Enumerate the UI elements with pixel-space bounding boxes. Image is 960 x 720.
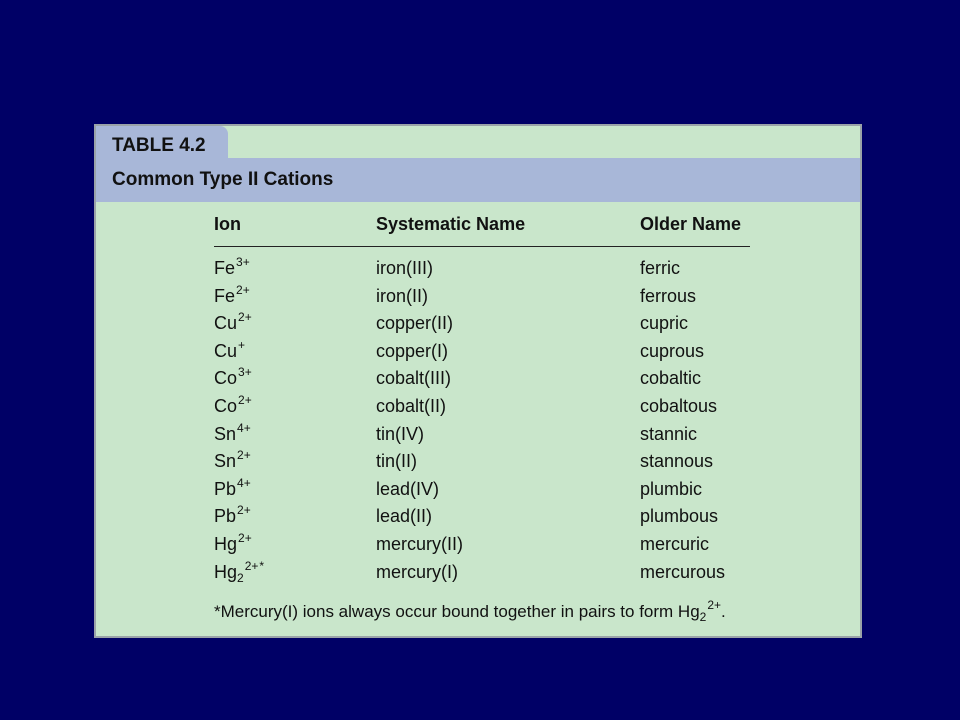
footnote-charge: 2+ bbox=[707, 598, 722, 612]
ion-symbol: Fe bbox=[214, 258, 236, 278]
ion-cell bbox=[214, 282, 250, 307]
table-row bbox=[96, 420, 860, 451]
ion-cell bbox=[214, 475, 251, 500]
table-title: Common Type II Cations bbox=[112, 169, 334, 190]
ion-cell bbox=[214, 365, 252, 389]
ion-cell bbox=[214, 503, 251, 527]
table-card bbox=[94, 124, 862, 638]
systematic-name-cell: tin(II) bbox=[376, 451, 418, 472]
older-name-cell: plumbous bbox=[640, 506, 719, 527]
table-row bbox=[96, 282, 860, 313]
ion-symbol: Hg bbox=[214, 561, 238, 582]
column-header-ion: Ion bbox=[214, 214, 241, 234]
table-row bbox=[96, 393, 860, 423]
table-row bbox=[96, 365, 860, 395]
ion-symbol: Co bbox=[214, 368, 238, 389]
older-name-cell: cuprous bbox=[640, 340, 705, 361]
systematic-name-cell: mercury(I) bbox=[376, 561, 458, 582]
ion-cell bbox=[214, 310, 252, 334]
older-name-cell: ferrous bbox=[640, 285, 697, 306]
header-divider bbox=[214, 246, 750, 247]
ion-charge: 2+ bbox=[237, 503, 251, 518]
table-row bbox=[96, 475, 860, 506]
column-header-systematic-name: Systematic Name bbox=[376, 214, 526, 234]
ion-charge: 2+ bbox=[236, 282, 250, 297]
older-name-cell: mercuric bbox=[640, 534, 710, 554]
footnote-subscript: 2 bbox=[699, 610, 707, 624]
systematic-name-cell: lead(II) bbox=[376, 506, 433, 527]
footnote-marker: * bbox=[259, 558, 265, 573]
older-name-cell: ferric bbox=[640, 258, 680, 278]
ion-subscript: 2 bbox=[237, 570, 244, 585]
ion-cell bbox=[214, 448, 251, 472]
older-name-cell: stannous bbox=[640, 451, 714, 472]
table-row bbox=[96, 337, 860, 368]
older-name-cell: mercurous bbox=[640, 561, 726, 582]
older-name-cell: cobaltous bbox=[640, 396, 718, 416]
systematic-name-cell: tin(IV) bbox=[376, 423, 425, 444]
ion-cell bbox=[214, 393, 252, 417]
systematic-name-cell: copper(I) bbox=[376, 340, 449, 361]
ion-charge: 2+ bbox=[238, 310, 252, 325]
footnote-end: . bbox=[721, 602, 726, 621]
table-row bbox=[96, 531, 860, 561]
ion-charge: 2+ bbox=[237, 448, 251, 463]
older-name-cell: cobaltic bbox=[640, 368, 702, 389]
ion-cell bbox=[214, 558, 265, 585]
table-row bbox=[96, 310, 860, 340]
table-label: TABLE 4.2 bbox=[112, 135, 206, 156]
ion-symbol: Pb bbox=[214, 478, 237, 499]
ion-charge: 4+ bbox=[237, 420, 251, 435]
table-row bbox=[96, 255, 860, 285]
table-row bbox=[96, 448, 860, 478]
systematic-name-cell: lead(IV) bbox=[376, 478, 440, 499]
ion-cell bbox=[214, 255, 250, 279]
table-title-bar bbox=[96, 158, 860, 202]
older-name-cell: stannic bbox=[640, 423, 698, 444]
ion-charge: 3+ bbox=[236, 255, 250, 269]
table-label-tab bbox=[96, 126, 228, 160]
ion-symbol: Cu bbox=[214, 313, 238, 334]
footnote-text: *Mercury(I) ions always occur bound together in pairs to form Hg bbox=[214, 602, 700, 621]
systematic-name-cell: copper(II) bbox=[376, 313, 454, 334]
ion-charge: 3+ bbox=[238, 365, 252, 380]
systematic-name-cell: iron(III) bbox=[376, 258, 434, 278]
ion-symbol: Fe bbox=[214, 285, 236, 306]
ion-symbol: Co bbox=[214, 396, 238, 416]
ion-symbol: Sn bbox=[214, 423, 237, 444]
ion-symbol: Sn bbox=[214, 451, 237, 472]
ion-charge: 2+ bbox=[238, 393, 252, 407]
ion-charge: 2+ bbox=[244, 558, 259, 573]
ion-cell bbox=[214, 420, 251, 445]
table-row bbox=[96, 503, 860, 533]
ion-charge: 2+ bbox=[238, 531, 252, 545]
ion-symbol: Pb bbox=[214, 506, 237, 527]
ion-cell bbox=[214, 531, 252, 555]
ion-cell bbox=[214, 337, 246, 362]
systematic-name-cell: mercury(II) bbox=[376, 534, 463, 554]
systematic-name-cell: iron(II) bbox=[376, 285, 429, 306]
ion-charge: + bbox=[238, 337, 246, 352]
column-header-older-name: Older Name bbox=[640, 214, 742, 234]
older-name-cell: plumbic bbox=[640, 478, 703, 499]
table-footnote bbox=[214, 598, 726, 624]
older-name-cell: cupric bbox=[640, 313, 689, 334]
table-row bbox=[96, 558, 860, 589]
systematic-name-cell: cobalt(III) bbox=[376, 368, 452, 389]
ion-symbol: Hg bbox=[214, 534, 238, 554]
systematic-name-cell: cobalt(II) bbox=[376, 396, 447, 416]
ion-symbol: Cu bbox=[214, 340, 238, 361]
ion-charge: 4+ bbox=[237, 475, 251, 490]
